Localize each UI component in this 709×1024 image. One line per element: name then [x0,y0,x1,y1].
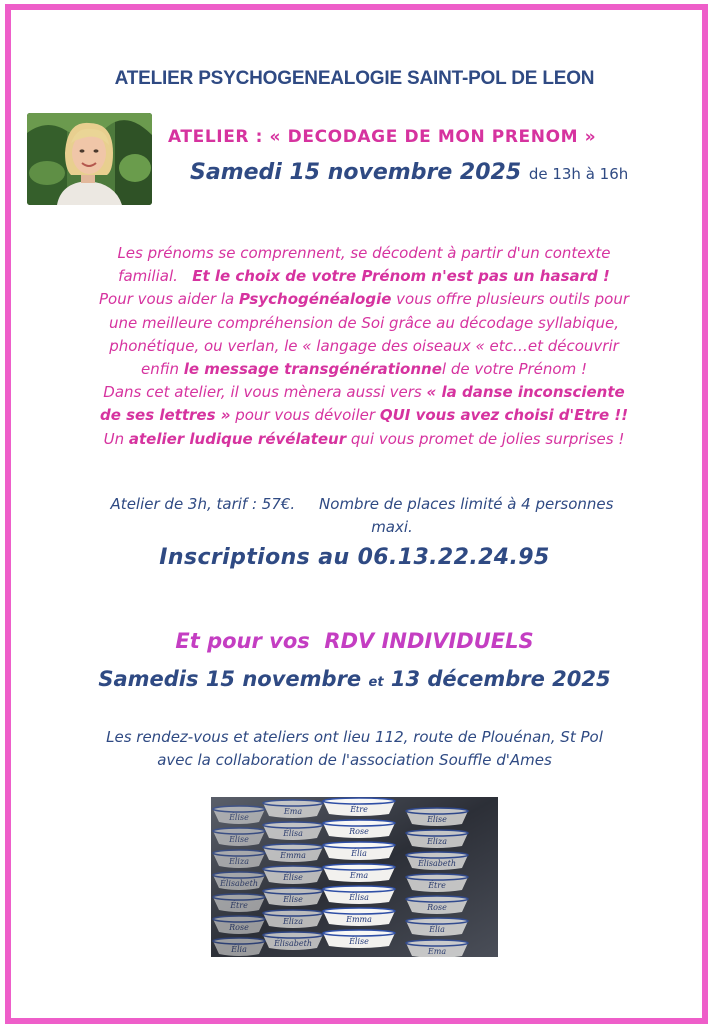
description-line: une meilleure compréhension de Soi grâce au décodage syllabique, [109,313,619,332]
svg-text:Emma: Emma [346,915,372,924]
appointment-date-2: 13 décembre 2025 [390,667,611,691]
bowl [406,852,468,870]
svg-text:Ema: Ema [427,947,447,956]
price-text: Atelier de 3h, tarif : 57€. [110,495,296,513]
svg-text:Elise: Elise [283,895,303,904]
bowl [406,874,468,892]
portrait-photo [27,113,152,205]
bowl [406,896,468,914]
text-span-bold: Et le choix de votre Prénom n'est pas un hasard ! [192,267,610,286]
text-span-bold: de ses lettres » [99,406,231,425]
bowl [406,830,468,848]
description-line [54,381,674,404]
text-span: enfin [141,360,184,379]
appointment-date-conjunction: et [368,675,384,690]
bowl [406,808,468,826]
svg-text:Eliza: Eliza [229,857,249,866]
workshop-date [190,160,690,185]
bowl [323,864,395,882]
bowl [406,940,468,957]
bowl [213,806,265,824]
svg-text:Élise: Élise [229,813,249,822]
bowl [213,828,265,846]
svg-text:Eliza: Eliza [283,917,303,926]
svg-text:Élise: Élise [349,937,369,946]
svg-text:Élisabeth: Élisabeth [273,939,313,948]
bowl [213,850,265,868]
bowl [263,822,323,840]
bowl [263,800,323,818]
description-line [54,265,674,288]
text-span-bold: « la danse inconsciente [426,383,625,402]
bowl [263,888,323,906]
text-span: Pour vous aider la [98,290,239,309]
bowl [406,918,468,936]
bowl [263,910,323,928]
location-line: Les rendez-vous et ateliers ont lieu 112, route de Plouénan, St Pol [106,728,603,746]
pricing-line: maxi. [371,518,413,536]
workshop-hours: de 13h à 16h [528,165,629,183]
svg-text:Elise: Elise [427,815,447,824]
description-line [54,288,674,311]
bowl [323,886,395,904]
bowl [323,908,395,926]
bowl [323,930,395,948]
bowl [323,820,395,838]
text-span-bold: atelier ludique révélateur [128,429,347,448]
individual-appointments-heading: Et pour vos RDV INDIVIDUELS [175,629,534,653]
text-span: Dans cet atelier, il vous mènera aussi vers [103,383,427,402]
pricing-line [72,493,652,516]
appointment-dates [0,667,709,691]
svg-text:Étre: Étre [350,805,368,814]
pricing-info [72,493,652,539]
svg-text:Élia: Élia [231,945,247,954]
svg-text:Élisabeth: Élisabeth [417,859,457,868]
text-span: familial. [118,267,178,286]
text-span-bold: Psychogénéalogie [238,290,392,309]
bowl [323,798,395,816]
bowl [323,842,395,860]
svg-text:Élisa: Élisa [283,829,303,838]
capacity-text: Nombre de places limité à 4 personnes [319,495,614,513]
svg-text:Élia: Élia [429,925,445,934]
svg-text:Emma: Emma [280,851,306,860]
svg-text:Étre: Étre [230,901,248,910]
svg-text:Rose: Rose [427,903,447,912]
bowl [213,872,265,890]
svg-text:Rose: Rose [349,827,369,836]
text-span: Un [103,429,129,448]
location-info [0,726,709,772]
svg-text:Rose: Rose [229,923,249,932]
text-span: vous offre plusieurs outils pour [391,290,630,309]
svg-text:Élia: Élia [351,849,367,858]
bowl [213,938,265,956]
svg-text:Elise: Elise [229,835,249,844]
text-span: pour vous dévoiler [230,406,380,425]
workshop-date-main: Samedi 15 novembre 2025 [190,160,522,185]
description-paragraph [54,242,674,451]
bowl [263,866,323,884]
svg-text:Élisa: Élisa [349,893,369,902]
description-line [54,404,674,427]
text-span: qui vous promet de jolies surprises ! [346,429,625,448]
description-line [54,428,674,451]
location-line: avec la collaboration de l'association Souffle d'Ames [157,751,552,769]
svg-text:Ema: Ema [349,871,369,880]
text-span: l de votre Prénom ! [441,360,587,379]
workshop-title: ATELIER : « DECODAGE DE MON PRENOM » [168,127,597,147]
svg-text:Élise: Élise [283,873,303,882]
bowl [263,844,323,862]
bowl [213,894,265,912]
svg-text:Étre: Étre [428,881,446,890]
description-line [54,358,674,381]
registration-phone: Inscriptions au 06.13.22.24.95 [159,545,550,570]
text-span-bold: QUI vous avez choisi d'Etre !! [379,406,629,425]
page-title: ATELIER PSYCHOGENEALOGIE SAINT-POL DE LEON [114,68,595,89]
description-line: phonétique, ou verlan, le « langage des oiseaux « etc…et découvrir [109,336,619,355]
bowl [213,916,265,934]
bowl [263,932,323,950]
name-bowls-photo [211,797,498,957]
svg-text:Eliza: Eliza [427,837,447,846]
text-span-bold: le message transgénérationne [183,360,442,379]
appointment-date-1: Samedis 15 novembre [98,667,362,691]
svg-text:Élisabeth: Élisabeth [219,879,259,888]
description-line: Les prénoms se comprennent, se décodent à partir d'un contexte [117,244,611,262]
svg-text:Ema: Ema [283,807,303,816]
